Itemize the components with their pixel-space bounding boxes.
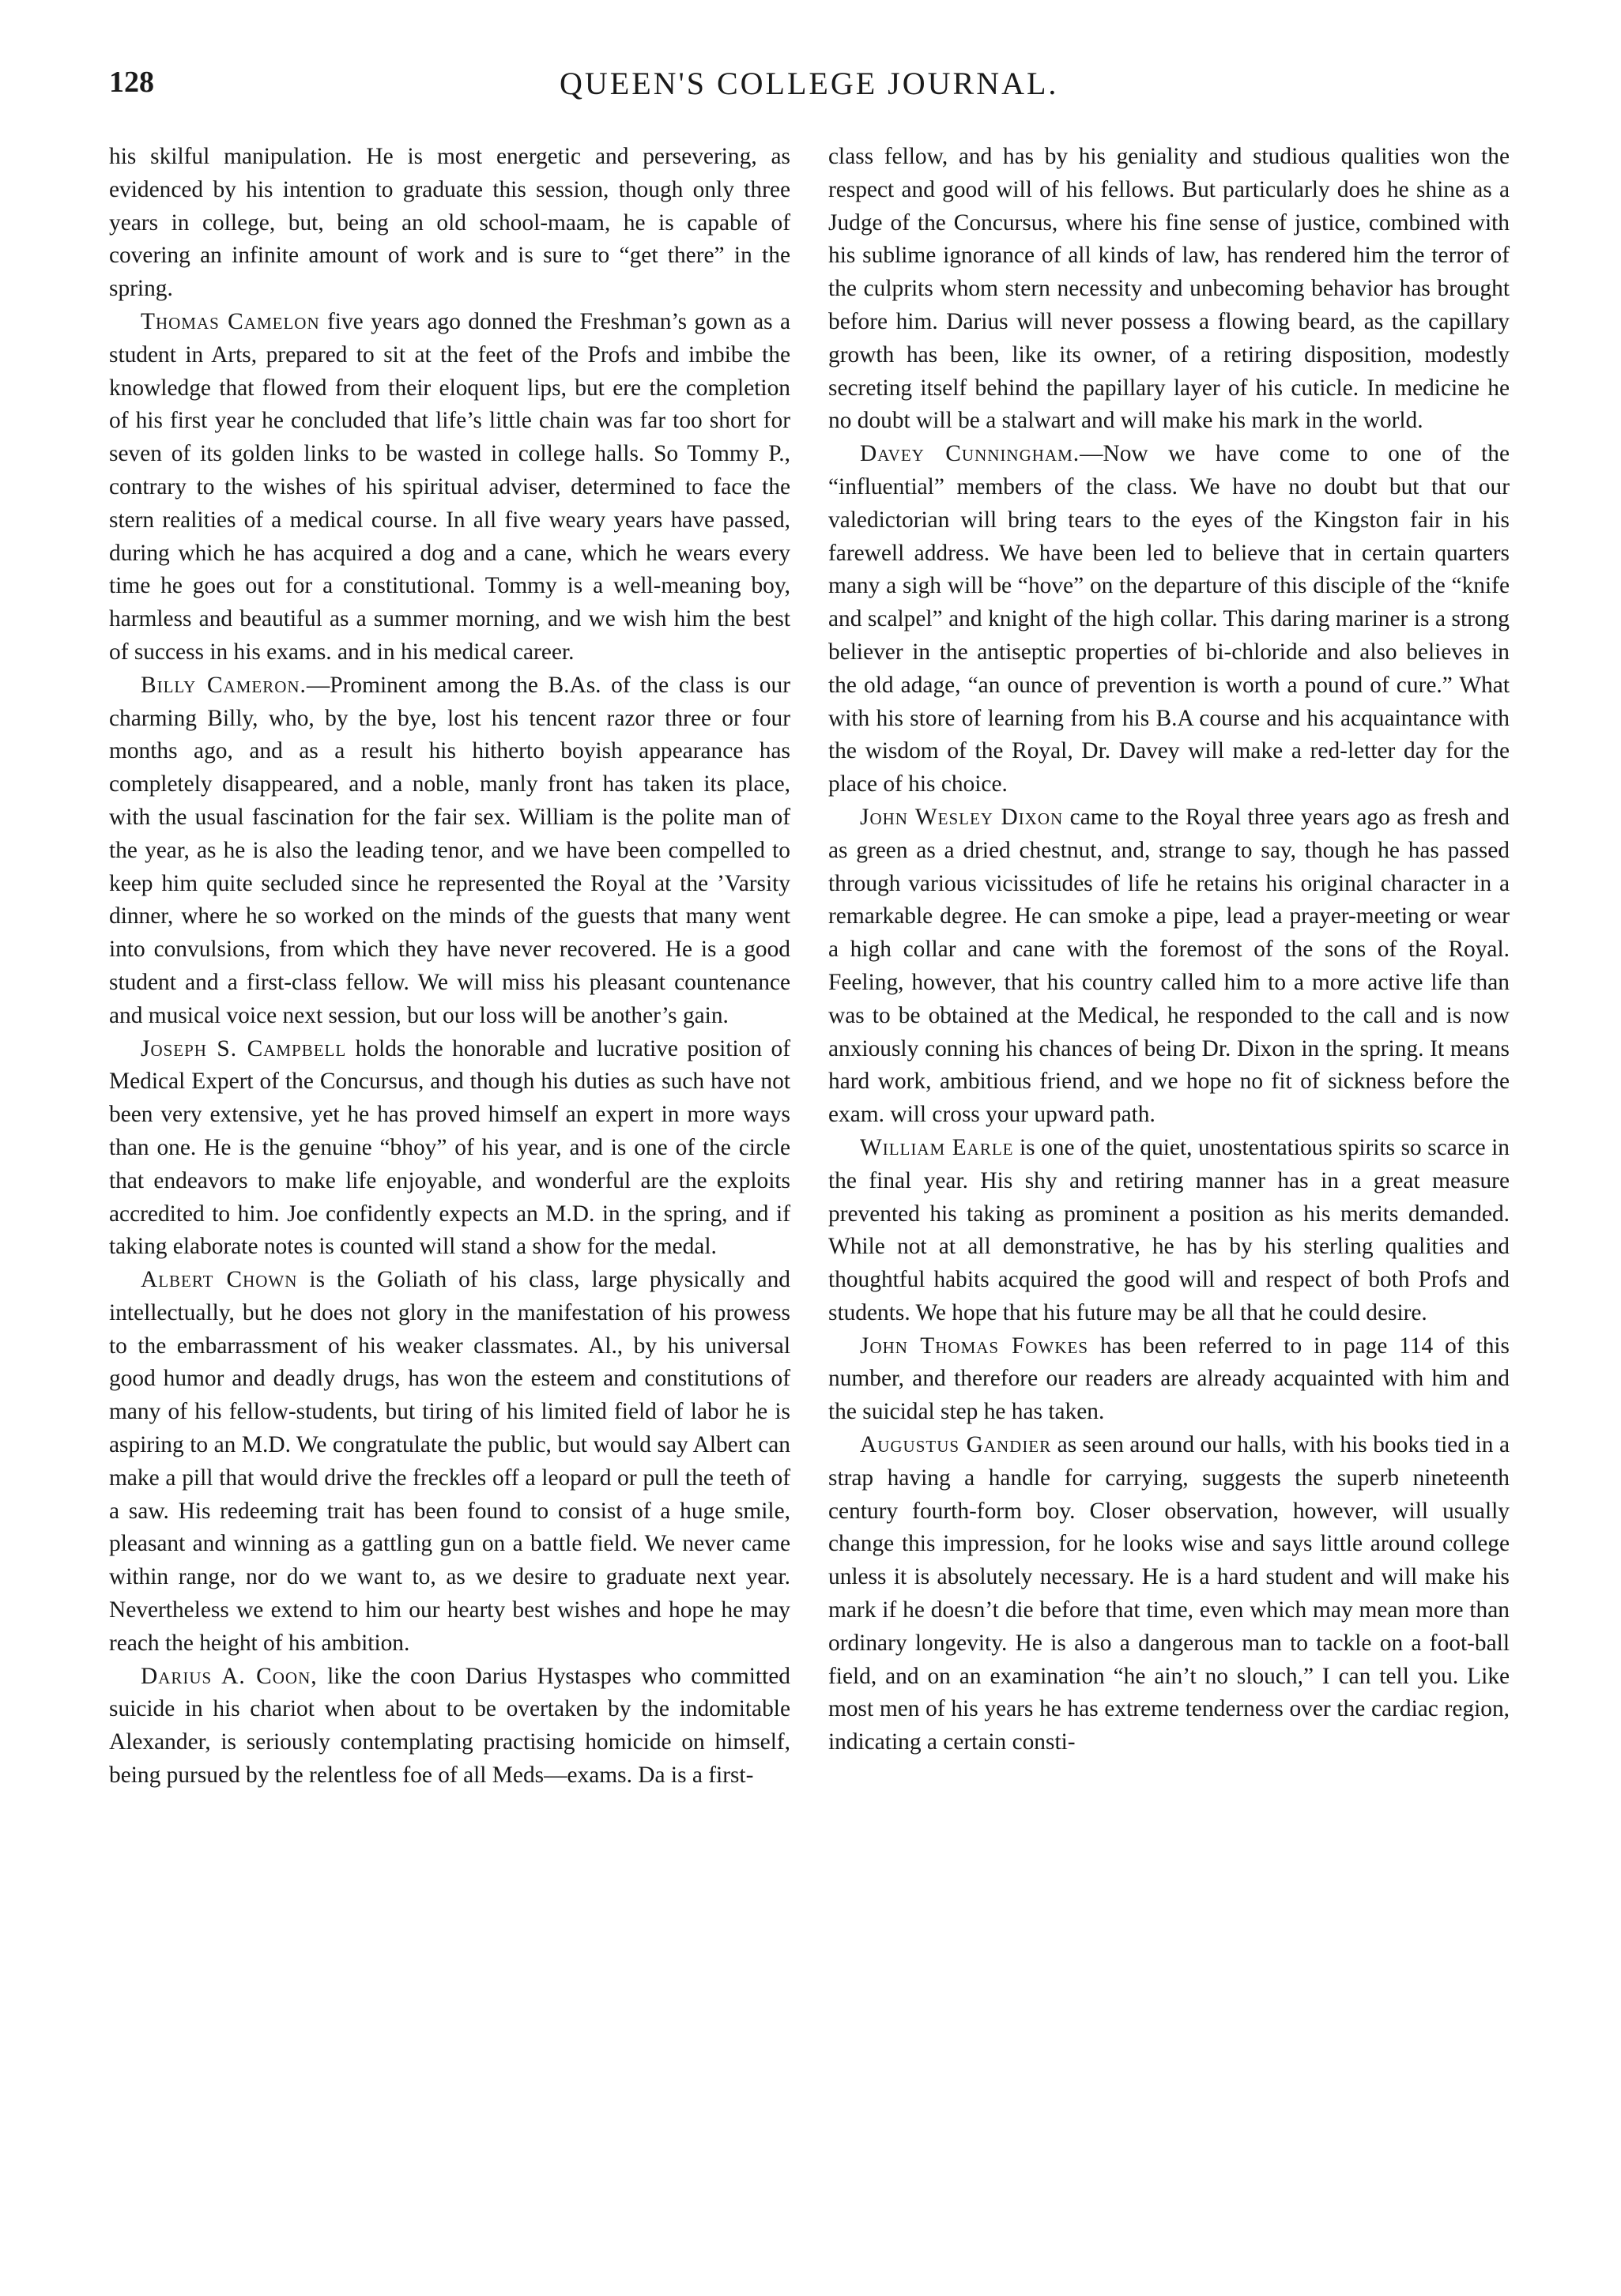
paragraph — [109, 1264, 790, 1661]
student-name: Thomas Camelon — [141, 308, 320, 334]
student-name: Darius A. Coon, — [141, 1663, 318, 1689]
paragraph-text: as seen around our halls, with his books tied in a strap having a handle for carrying, suggests the superb nineteenth century fourth-form boy. Closer observation, however, will usually change this impression, for he looks wise and says little around college unless it is absolutely necessary. He is a hard student and will make his mark if he doesn’t die before that time, even which may mean more than ordinary longevity. He is also a dangerous man to tackle on a foot-ball field, and on an examination “he ain’t no slouch,” I can tell you. Like most men of his years he has extreme tenderness over the cardiac region, indicating a certain consti- — [828, 1432, 1510, 1755]
paragraph-text: class fellow, and has by his geniality and studious qualities won the respect and good will of his fellows. But particularly does he shine as a Judge of the Concursus, where his fine sense of justice, combined with his sublime ignorance of all kinds of law, has rendered him the terror of the culprits whom stern necessity and unbecoming behavior has brought before him. Darius will never possess a flowing beard, as the capillary growth has been, like its owner, of a retiring disposition, modestly secreting itself behind the papillary layer of his cuticle. In medicine he no doubt will be a stalwart and will make his mark in the world. — [828, 144, 1510, 434]
page-header — [109, 65, 1516, 112]
paragraph-text: —Prominent among the B.As. of the class is our charming Billy, who, by the bye, lost his tencent razor three or four months ago, and as a result his hitherto boyish appearance has completely disappeared, and a noble, manly front has taken its place, with the usual fascination for the fair sex. William is the polite man of the year, as he is also the leading tenor, and we have been compelled to keep him quite secluded since he represented the Royal at the ’Varsity dinner, where he so worked on the minds of the guests that many went into convulsions, from which they have never recovered. He is a good student and a first-class fellow. We will miss his pleasant countenance and musical voice next session, but our loss will be another’s gain. — [109, 672, 790, 1028]
paragraph — [828, 1330, 1510, 1429]
paragraph — [109, 669, 790, 1033]
paragraph — [109, 306, 790, 669]
left-column — [109, 141, 790, 1793]
student-name: Davey Cunningham. — [860, 441, 1080, 467]
journal-title: QUEEN'S COLLEGE JOURNAL. — [560, 66, 1059, 101]
paragraph-text: has been referred to in page 114 of this number, and therefore our readers are already acquainted with him and the suicidal step he has taken. — [828, 1333, 1510, 1425]
paragraph — [109, 1033, 790, 1265]
paragraph-text: holds the honorable and lucrative position of Medical Expert of the Concursus, and though his duties as such have not been very extensive, yet he has proved himself an expert in more ways than one. He is the genuine “bhoy” of his year, and is one of the circle that endeavors to make life enjoyable, and wonderful are the exploits accredited to him. Joe confidently expects an M.D. in the spring, and if taking elaborate notes is counted will stand a show for the medal. — [109, 1035, 790, 1260]
page-number: 128 — [109, 66, 154, 99]
paragraph-text: is the Goliath of his class, large physically and intellectually, but he does not glory in the manifestation of his prowess to the embarrassment of his weaker classmates. Al., by his universal good humor and deadly drugs, has won the esteem and constitutions of many of his fellow-students, but tiring of his limited field of labor he is aspiring to an M.D. We congratulate the public, but would say Albert can make a pill that would drive the freckles off a leopard or pull the teeth of a saw. His redeeming trait has been found to consist of a huge smile, pleasant and winning as a gattling gun on a battle field. We never came within range, nor do we want to, as we desire to graduate next year. Nevertheless we extend to him our hearty best wishes and hope he may reach the height of his ambition. — [109, 1267, 790, 1656]
student-name: Albert Chown — [141, 1267, 298, 1293]
student-name: Billy Cameron. — [141, 672, 307, 698]
paragraph-text: is one of the quiet, unostentatious spirits so scarce in the final year. His shy and retiring manner has in a great measure prevented his taking as prominent a position as his merits demanded. While not at all demonstrative, he has by his sterling qualities and thoughtful habits acquired the good will and respect of both Profs and students. We hope that his future may be all that he could desire. — [828, 1134, 1510, 1325]
right-column — [828, 141, 1510, 1759]
paragraph — [109, 1661, 790, 1793]
student-name: Joseph S. Campbell — [141, 1035, 347, 1061]
paragraph — [828, 438, 1510, 801]
paragraph-text: —Now we have come to one of the “influential” members of the class. We have no doubt but that our valedictorian will bring tears to the eyes of the Kingston fair in his farewell address. We have been led to believe that in certain quarters many a sigh will be “hove” on the departure of this disciple of the “knife and scalpel” and knight of the high collar. This daring mariner is a strong believer in the antiseptic properties of bi-chloride and also believes in the old adage, “an ounce of prevention is worth a pound of cure.” What with his store of learning from his B.A course and his acquaintance with the wisdom of the Royal, Dr. Davey will make a red-letter day for the place of his choice. — [828, 441, 1510, 797]
paragraph-text: like the coon Darius Hystaspes who committed suicide in his chariot when about to be overtaken by the indomitable Alexander, is seriously contemplating practising homicide on himself, being pursued by the relentless foe of all Meds—exams. Da is a first- — [109, 1663, 790, 1789]
student-name: Augustus Gandier — [860, 1432, 1052, 1458]
student-name: John Wesley Dixon — [860, 804, 1064, 830]
paragraph-text: five years ago donned the Freshman’s gown as a student in Arts, prepared to sit at the feet of the Profs and imbibe the knowledge that flowed from their eloquent lips, but ere the completion of his first year he concluded that life’s little chain was far too short for seven of its golden links to be wasted in college halls. So Tommy P., contrary to the wishes of his spiritual adviser, determined to face the stern realities of a medical course. In all five weary years have passed, during which he has acquired a dog and a cane, which he wears every time he goes out for a constitutional. Tommy is a well-meaning boy, harmless and beautiful as a summer morning, and we wish him the best of success in his exams. and in his medical career. — [109, 308, 790, 665]
paragraph — [828, 141, 1510, 438]
paragraph — [828, 1429, 1510, 1759]
paragraph — [828, 1132, 1510, 1330]
student-name: William Earle — [860, 1134, 1014, 1160]
paragraph — [109, 141, 790, 306]
paragraph-text: came to the Royal three years ago as fresh and as green as a dried chestnut, and, strange to say, though he has passed through various vicissitudes of life he retains his original character in a remarkable degree. He can smoke a pipe, lead a prayer-meeting or wear a high collar and cane with the foremost of the sons of the Royal. Feeling, however, that his country called him to a more active life than was to be obtained at the Medical, he responded to the call and is now anxiously conning his chances of being Dr. Dixon in the spring. It means hard work, ambitious friend, and we hope no fit of sickness before the exam. will cross your upward path. — [828, 804, 1510, 1128]
paragraph — [828, 801, 1510, 1132]
student-name: John Thomas Fowkes — [860, 1333, 1089, 1359]
paragraph-text: his skilful manipulation. He is most energetic and persevering, as evidenced by his intention to graduate this session, though only three years in college, but, being an old school-maam, he is capable of covering an infinite amount of work and is sure to “get there” in the spring. — [109, 144, 790, 302]
